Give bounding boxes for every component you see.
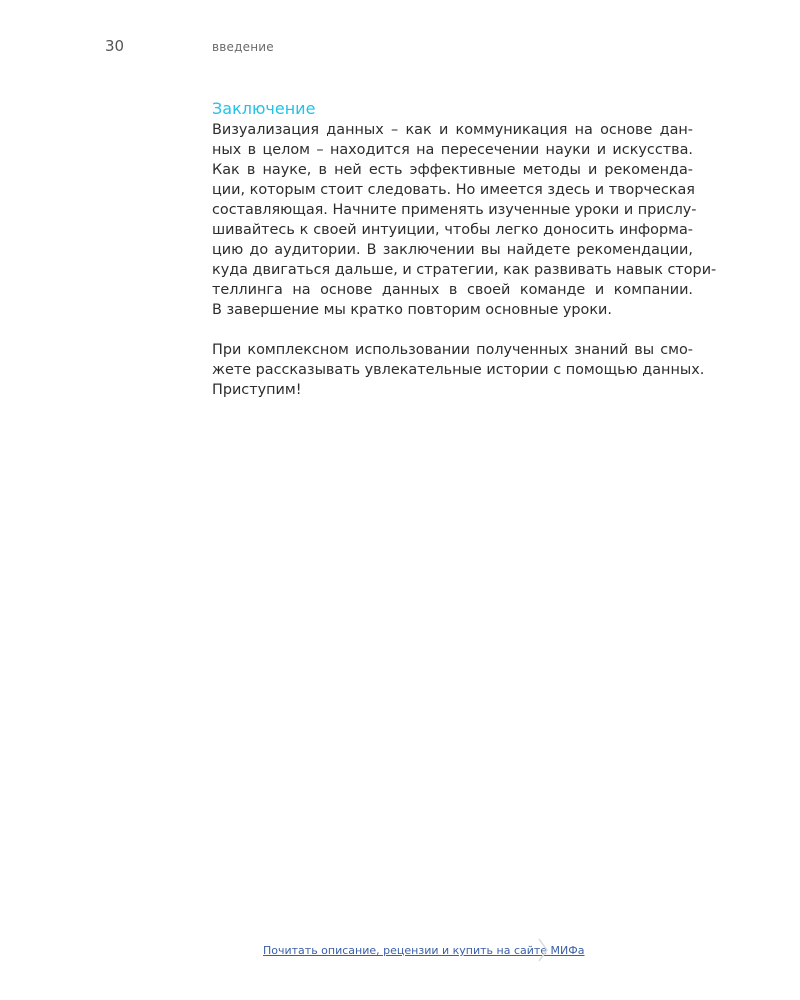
text-line: Как в науке, в ней есть эффективные методы и рекоменда-	[212, 162, 693, 178]
main-content	[212, 98, 717, 400]
text-line: теллинга на основе данных в своей команде и компании.	[212, 282, 693, 298]
section-title: Заключение	[212, 99, 316, 118]
running-header: введение	[212, 40, 274, 54]
text-line: цию до аудитории. В заключении вы найдете рекомендации,	[212, 242, 693, 258]
text-line: составляющая. Начните применять изученные уроки и прислу-	[212, 202, 697, 218]
paragraph-closing	[212, 340, 705, 400]
text-line: ции, которым стоит следовать. Но имеется здесь и творческая	[212, 182, 695, 198]
text-line: Визуализация данных – как и коммуникация на основе дан-	[212, 122, 693, 138]
text-line: куда двигаться дальше, и стратегии, как развивать навык стори-	[212, 262, 717, 278]
text-line: жете рассказывать увлекательные истории с помощью данных.	[212, 362, 705, 378]
page-number: 30	[105, 37, 125, 55]
text-line: ных в целом – находится на пересечении науки и искусства.	[212, 142, 693, 158]
text-line: Приступим!	[212, 382, 302, 398]
buy-book-link[interactable]: Почитать описание, рецензии и купить на сайте МИФа	[263, 944, 585, 957]
text-line: При комплексном использовании полученных знаний вы смо-	[212, 342, 693, 358]
paragraph-conclusion	[212, 120, 717, 320]
text-line: шивайтесь к своей интуиции, чтобы легко доносить информа-	[212, 222, 693, 238]
chevron-right-icon	[538, 938, 548, 962]
text-line: В завершение мы кратко повторим основные уроки.	[212, 302, 612, 318]
